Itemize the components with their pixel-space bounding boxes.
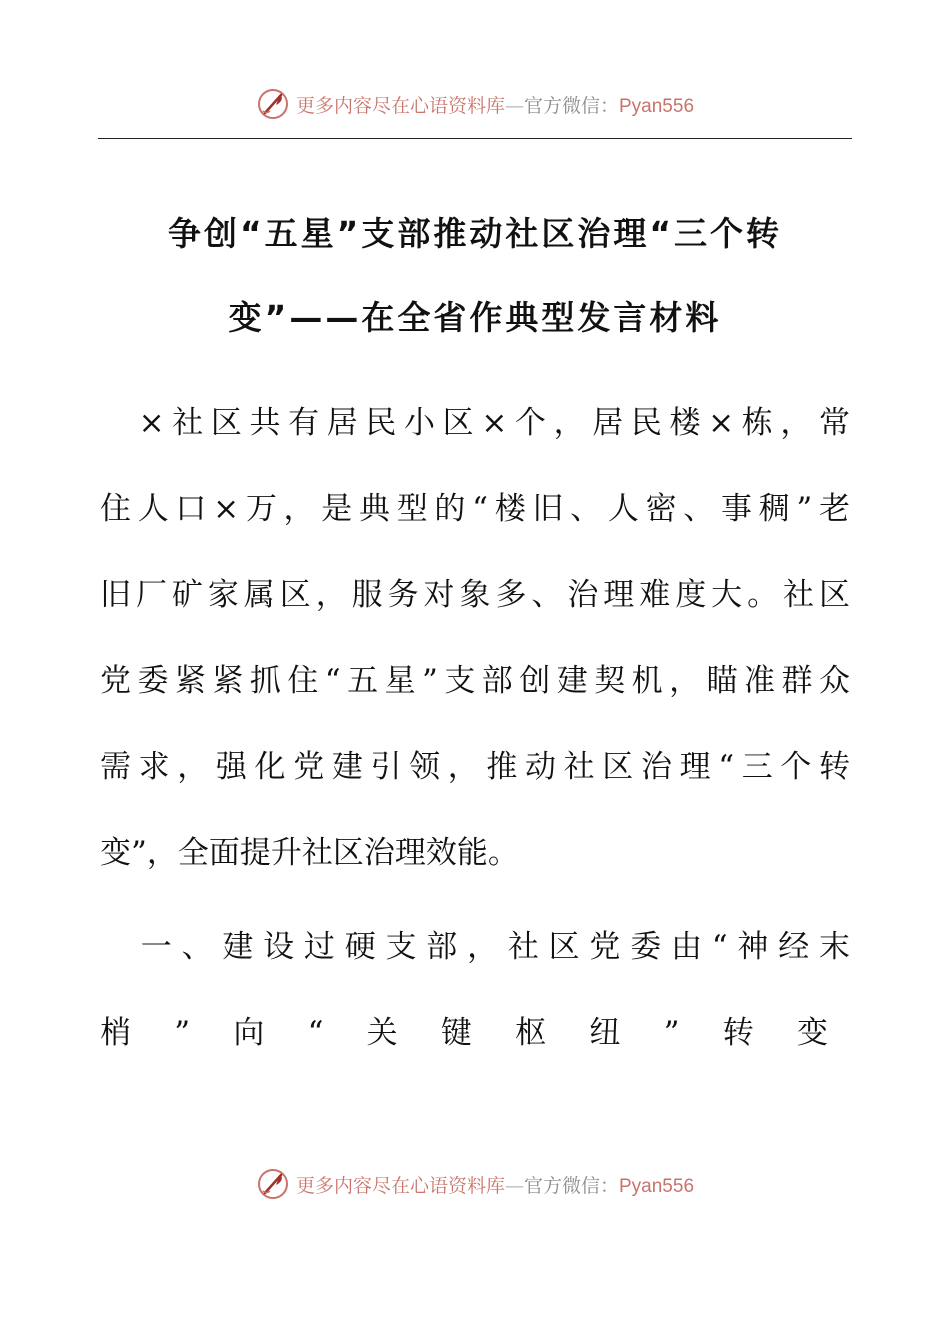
paragraph-line: 住人口×万，是典型的“楼旧、人密、事稠”老 bbox=[100, 491, 850, 527]
watermark-official-label: 官方微信： bbox=[523, 1174, 619, 1197]
quill-pen-logo-icon bbox=[256, 87, 290, 121]
watermark-dash: — bbox=[504, 1174, 524, 1197]
header-watermark bbox=[0, 84, 950, 124]
watermark-text bbox=[296, 91, 694, 118]
watermark-dash: — bbox=[504, 94, 524, 117]
watermark-wechat-id: Pyan556 bbox=[619, 1175, 695, 1197]
watermark-official-label: 官方微信： bbox=[523, 94, 619, 117]
header-divider bbox=[98, 138, 852, 139]
document-title-line-1: 争创“五星”支部推动社区治理“三个转 bbox=[167, 214, 783, 253]
document-title-line-2: 变”——在全省作典型发言材料 bbox=[228, 298, 722, 337]
paragraph-line: 党委紧紧抓住“五星”支部创建契机，瞄准群众 bbox=[100, 663, 850, 699]
paragraph-line: 变”，全面提升社区治理效能。 bbox=[100, 835, 519, 871]
paragraph-line: 旧厂矿家属区，服务对象多、治理难度大。社区 bbox=[100, 577, 850, 613]
paragraph-line: ×社区共有居民小区×个，居民楼×栋，常 bbox=[100, 405, 850, 441]
paragraph-line: 一、建设过硬支部，社区党委由“神经末 bbox=[100, 929, 850, 965]
paragraph-line: 需求，强化党建引领，推动社区治理“三个转 bbox=[100, 749, 850, 785]
paragraph-line: 梢”向“关键枢纽”转变 bbox=[100, 1015, 850, 1051]
watermark-brand: 更多内容尽在心语资料库 bbox=[295, 94, 505, 117]
watermark-wechat-id: Pyan556 bbox=[619, 95, 695, 117]
watermark-brand: 更多内容尽在心语资料库 bbox=[295, 1174, 505, 1197]
quill-pen-logo-icon bbox=[256, 1167, 290, 1201]
watermark-text bbox=[296, 1171, 694, 1198]
footer-watermark bbox=[0, 1164, 950, 1204]
